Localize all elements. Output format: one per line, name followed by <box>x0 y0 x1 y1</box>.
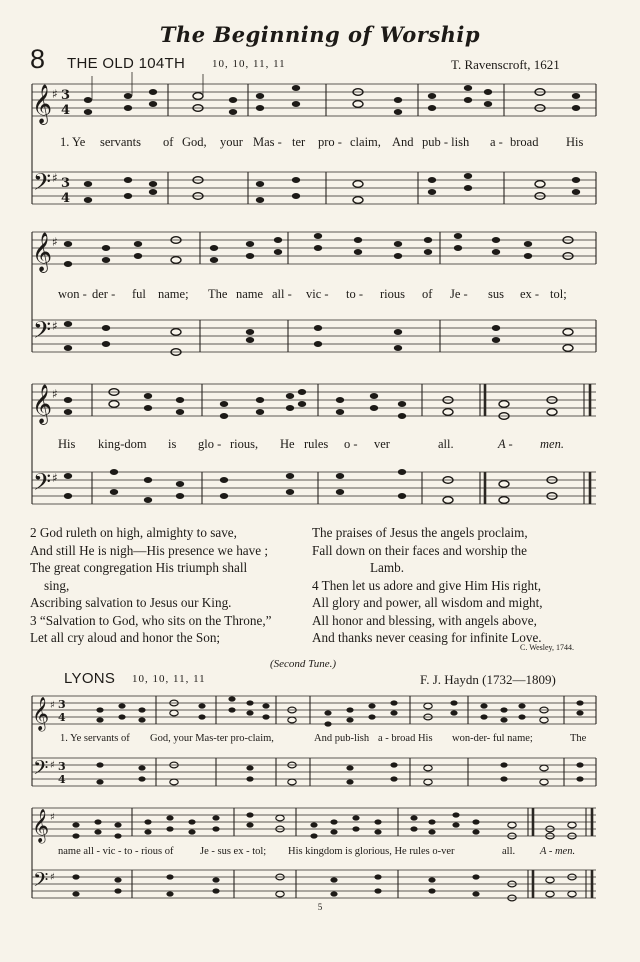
bass-clef-icon: 𝄢 <box>33 168 52 201</box>
svg-text:♯: ♯ <box>52 471 58 485</box>
svg-text:♯: ♯ <box>50 812 55 823</box>
stanzas-right: The praises of Jesus the angels proclaim, Fall down on their faces and worship the Lamb. 4 Then let us adore and give Him His right, All glory and power, all wisdom and might, All honor and blessing, with angels above, And thanks never ceasing for infinite Love. <box>312 525 543 645</box>
svg-text:♯: ♯ <box>50 872 55 883</box>
treble-clef-icon: 𝄞 <box>32 384 53 424</box>
bass-staff <box>32 168 596 206</box>
treble-clef-icon: 𝄞 <box>32 84 53 124</box>
composer: F. J. Haydn (1732—1809) <box>420 672 556 687</box>
treble-clef-icon: 𝄞 <box>32 696 50 730</box>
treble-staff <box>32 84 596 125</box>
bass-clef-icon: 𝄢 <box>33 756 49 784</box>
svg-text:3: 3 <box>61 176 71 191</box>
treble-clef-icon: 𝄞 <box>32 232 53 272</box>
meter: 10, 10, 11, 11 <box>212 58 286 70</box>
svg-text:3: 3 <box>58 698 66 711</box>
bass-clef-icon: 𝄢 <box>33 868 49 896</box>
svg-text:♯: ♯ <box>52 319 58 333</box>
section-title: The Beginning of Worship <box>159 22 481 47</box>
stanzas-left: 2 God ruleth on high, almighty to save, And still He is nigh—His presence we have ; The great congregation His triumph shall sing, Ascribing salvation to Jesus our King. 3 “Salvation to God, who sits on the Throne,” Let all cry aloud and honor the Son; <box>30 525 272 645</box>
lyric-line-5: name all - vic - to - rious of Je - sus ex - tol; His kingdom is glorious, He rules o-ver all. A - men. <box>58 846 576 857</box>
tune-name: THE OLD 104TH <box>67 55 186 72</box>
author-credit: C. Wesley, 1744. <box>520 643 575 652</box>
svg-text:♯: ♯ <box>52 387 58 401</box>
svg-text:♯: ♯ <box>52 235 58 249</box>
svg-text:3: 3 <box>61 88 71 103</box>
svg-text:4: 4 <box>58 711 66 724</box>
svg-text:3: 3 <box>58 760 66 773</box>
second-tune-label: (Second Tune.) <box>270 658 336 670</box>
svg-text:♯: ♯ <box>52 87 58 101</box>
svg-text:♯: ♯ <box>50 760 55 771</box>
svg-text:♯: ♯ <box>52 171 58 185</box>
lyric-line-4: 1. Ye servants of God, your Mas-ter pro-claim, And pub-lish a - broad His won-der- ful name; The <box>60 733 587 744</box>
composer: T. Ravenscroft, 1621 <box>451 57 560 72</box>
tune-name: LYONS <box>64 670 116 687</box>
svg-text:4: 4 <box>61 191 71 206</box>
lyric-line-3: His king-dom is glo - rious, He rules o - ver all. A - men. <box>58 437 564 451</box>
svg-text:♯: ♯ <box>50 700 55 711</box>
svg-text:4: 4 <box>58 773 66 786</box>
bass-clef-icon: 𝄢 <box>33 468 52 501</box>
hymn-number: 8 <box>30 44 46 74</box>
treble-clef-icon: 𝄞 <box>32 808 50 842</box>
meter: 10, 10, 11, 11 <box>132 673 206 685</box>
lyric-line-2: won - der - ful name; The name all - vic - to - rious of Je - sus ex - tol; <box>58 287 567 301</box>
bass-clef-icon: 𝄢 <box>33 316 52 349</box>
lyric-line-1: 1. Ye servants of God, your Mas - ter pro - claim, And pub - lish a - broad His <box>60 135 584 149</box>
svg-text:4: 4 <box>61 103 71 118</box>
page-number: 5 <box>317 902 323 912</box>
